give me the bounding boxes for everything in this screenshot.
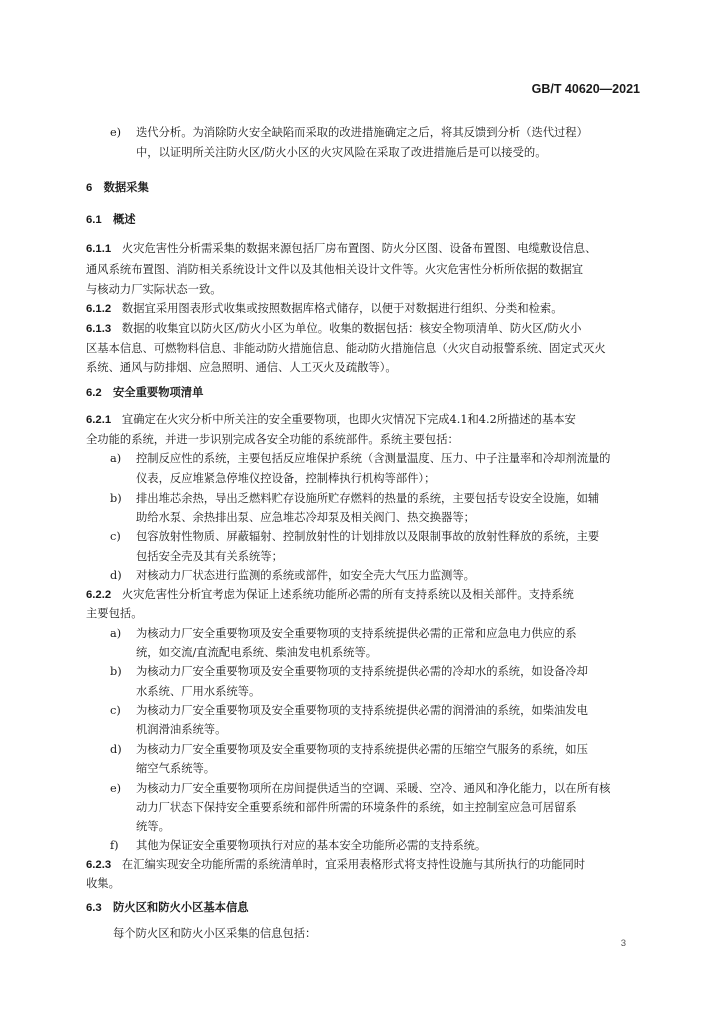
clause-number: 6.1.2 <box>86 303 112 315</box>
text-line: 对核动力厂状态进行监测的系统或部件，如安全壳大气压力监测等。 <box>136 569 475 582</box>
text-line: 为核动力厂安全重要物项及安全重要物项的支持系统提供必需的润滑油的系统，如柴油发电 <box>136 704 588 717</box>
list-label: b) <box>110 665 122 678</box>
text-line: 包容放射性物质、屏蔽辐射、控制放射性的计划排放以及限制事故的放射性释放的系统，主要 <box>136 530 600 543</box>
clause-6-2-2 <box>86 588 574 602</box>
page-number: 3 <box>620 938 626 949</box>
list-label: c) <box>110 530 121 543</box>
clause-number: 6.1.1 <box>86 243 112 255</box>
clause-6-1-2 <box>86 302 563 316</box>
text-line: 为核动力厂安全重要物项及安全重要物项的支持系统提供必需的压缩空气服务的系统，如压 <box>136 743 588 756</box>
text-line: 包括安全壳及其有关系统等； <box>136 550 283 563</box>
text-line: 为核动力厂安全重要物项及安全重要物项的支持系统提供必需的正常和应急电力供应的系 <box>136 627 577 640</box>
section-heading-6-2: 6.2 安全重要物项清单 <box>86 387 204 399</box>
text-line: 动力厂状态下保持安全重要系统和部件所需的环境条件的系统，如主控制室应急可居留系 <box>136 801 577 814</box>
standard-code: GB/T 40620—2021 <box>531 82 640 96</box>
text-line: 收集。 <box>86 877 120 890</box>
clause-text: 火灾危害性分析需采集的数据来源包括厂房布置图、防火分区图、设备布置图、电缆敷设信息、 <box>121 242 597 255</box>
text-line: 机润滑油系统等。 <box>136 723 227 736</box>
list-label: e) <box>110 126 122 139</box>
clause-number: 6.2.2 <box>86 589 112 601</box>
clause-text: 宜确定在火灾分析中所关注的安全重要物项，也即火灾情况下完成4.1和4.2所描述的基本安 <box>121 413 576 426</box>
list-label: d) <box>110 743 122 756</box>
clause-text: 数据的收集宜以防火区/防火小区为单位。收集的数据包括：核安全物项清单、防火区/防火小 <box>121 322 582 335</box>
clause-number: 6.2.3 <box>86 859 112 871</box>
text-line: 控制反应性的系统，主要包括反应堆保护系统（含测量温度、压力、中子注量率和冷却剂流量的 <box>136 452 611 465</box>
text-line: 缩空气系统等。 <box>136 762 216 775</box>
text-line: 为核动力厂安全重要物项及安全重要物项的支持系统提供必需的冷却水的系统，如设备冷却 <box>136 665 588 678</box>
list-label: e) <box>110 782 122 795</box>
text-line: 其他为保证安全重要物项执行对应的基本安全功能所必需的支持系统。 <box>136 839 487 852</box>
list-label: d) <box>110 569 122 582</box>
text-line: 区基本信息、可燃物料信息、非能动防火措施信息、能动防火措施信息（火灾自动报警系统、固定式灭火 <box>86 342 606 355</box>
text-line: 与核动力厂实际状态一致。 <box>86 283 222 296</box>
list-label: b) <box>110 492 122 505</box>
text-line: 中，以证明所关注防火区/防火小区的火灾风险在采取了改进措施后是可以接受的。 <box>136 146 547 159</box>
text-line: 通风系统布置图、消防相关系统设计文件以及其他相关设计文件等。火灾危害性分析所依据的数据宜 <box>86 263 584 276</box>
text-line: 每个防火区和防火小区采集的信息包括： <box>113 927 317 940</box>
text-line: 统等。 <box>136 820 170 833</box>
text-line: 全功能的系统，并进一步识别完成各安全功能的系统部件。系统主要包括： <box>86 433 459 446</box>
clause-text: 在汇编实现安全功能所需的系统清单时，宜采用表格形式将支持性设施与其所执行的功能同时 <box>121 858 586 871</box>
text-line: 助给水泵、余热排出泵、应急堆芯冷却泵及相关阀门、热交换器等； <box>136 511 475 524</box>
clause-6-1-3 <box>86 322 581 336</box>
list-label: c) <box>110 704 121 717</box>
text-line: 水系统、厂用水系统等。 <box>136 685 261 698</box>
text-line: 系统、通风与防排烟、应急照明、通信、人工灭火及疏散等）。 <box>86 361 397 374</box>
list-label: a) <box>110 627 122 640</box>
clause-6-2-3 <box>86 858 585 872</box>
text-line: 统，如交流/直流配电系统、柴油发电机系统等。 <box>136 646 378 659</box>
section-heading-6-3: 6.3 防火区和防火小区基本信息 <box>86 902 249 914</box>
text-line: 迭代分析。为消除防火安全缺陷而采取的改进措施确定之后，将其反馈到分析（迭代过程） <box>136 126 588 139</box>
text-line: 主要包括。 <box>86 607 143 620</box>
clause-6-1-1 <box>86 242 596 256</box>
text-line: 仪表，反应堆紧急停堆仪控设备，控制棒执行机构等部件）； <box>136 472 436 485</box>
section-heading-6: 6 数据采集 <box>86 182 149 194</box>
clause-number: 6.2.1 <box>86 414 112 426</box>
clause-6-2-1 <box>86 413 576 427</box>
list-label: a) <box>110 452 122 465</box>
list-label: f) <box>110 839 119 852</box>
clause-text: 数据宜采用图表形式收集或按照数据库格式储存，以便于对数据进行组织、分类和检索。 <box>121 302 563 315</box>
section-heading-6-1: 6.1 概述 <box>86 214 136 226</box>
text-line: 排出堆芯余热，导出乏燃料贮存设施所贮存燃料的热量的系统，主要包括专设安全设施，如辅 <box>136 492 600 505</box>
clause-number: 6.1.3 <box>86 323 112 335</box>
text-line: 为核动力厂安全重要物项所在房间提供适当的空调、采暖、空冷、通风和净化能力，以在所有核 <box>136 782 611 795</box>
clause-text: 火灾危害性分析宜考虑为保证上述系统功能所必需的所有支持系统以及相关部件。支持系统 <box>121 588 574 601</box>
